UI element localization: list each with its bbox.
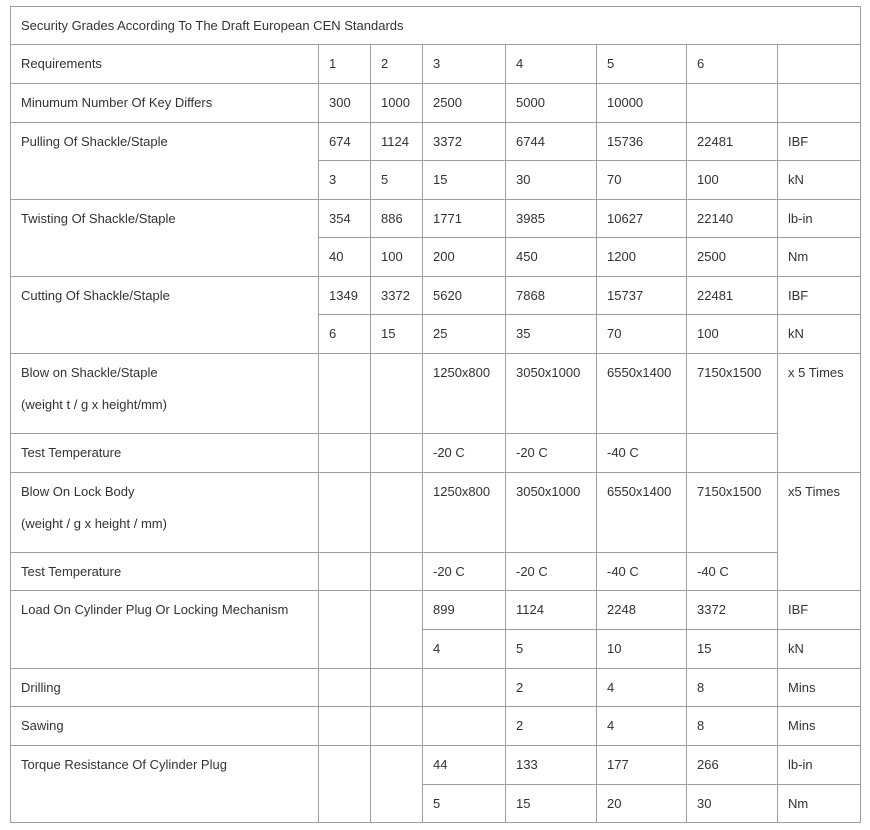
unit-cell: kN — [778, 630, 861, 669]
table-cell: 15737 — [597, 277, 687, 315]
row-label: Test Temperature — [11, 434, 319, 473]
unit-cell: IBF — [778, 591, 861, 630]
table-cell: 1250x800 — [423, 354, 506, 434]
table-cell: 10000 — [597, 84, 687, 123]
unit-cell: Nm — [778, 238, 861, 277]
table-cell: 15 — [506, 785, 597, 823]
table-row — [11, 123, 861, 161]
table-cell: 100 — [371, 238, 423, 277]
table-cell: 133 — [506, 746, 597, 785]
table-cell: 8 — [687, 707, 778, 746]
table-cell: 70 — [597, 161, 687, 200]
table-cell — [371, 553, 423, 591]
table-cell: 200 — [423, 238, 506, 277]
header-row — [11, 45, 861, 84]
table-cell: 886 — [371, 200, 423, 238]
table-cell: 3050x1000 — [506, 473, 597, 553]
table-cell: -40 C — [597, 553, 687, 591]
table-cell: 10627 — [597, 200, 687, 238]
unit-cell: Nm — [778, 785, 861, 823]
table-cell: -40 C — [687, 553, 778, 591]
unit-cell: x5 Times — [778, 473, 861, 591]
table-cell — [319, 473, 371, 553]
unit-header — [778, 45, 861, 84]
row-label: Sawing — [11, 707, 319, 746]
table-row — [11, 84, 861, 123]
table-cell: -40 C — [597, 434, 687, 473]
table-cell: 3372 — [423, 123, 506, 161]
label-main: Blow on Shackle/Staple — [21, 365, 158, 380]
table-cell: 5620 — [423, 277, 506, 315]
table-row — [11, 669, 861, 707]
table-cell: 100 — [687, 161, 778, 200]
table-cell: 35 — [506, 315, 597, 354]
table-cell: 6550x1400 — [597, 354, 687, 434]
table-row — [11, 746, 861, 785]
table-cell — [319, 746, 371, 823]
row-label: Torque Resistance Of Cylinder Plug — [11, 746, 319, 823]
table-cell — [423, 707, 506, 746]
table-cell: 354 — [319, 200, 371, 238]
table-cell — [371, 473, 423, 553]
table-cell: 4 — [423, 630, 506, 669]
table-cell: 1124 — [371, 123, 423, 161]
security-grades-table — [10, 6, 861, 823]
table-cell: 20 — [597, 785, 687, 823]
table-cell — [371, 707, 423, 746]
table-cell — [371, 669, 423, 707]
table-cell: 22481 — [687, 123, 778, 161]
table-cell: 6744 — [506, 123, 597, 161]
table-row — [11, 473, 861, 553]
table-cell: 15 — [423, 161, 506, 200]
table-row — [11, 277, 861, 315]
table-cell: 7150x1500 — [687, 354, 778, 434]
table-cell: 25 — [423, 315, 506, 354]
table-cell: 3050x1000 — [506, 354, 597, 434]
table-cell: 15736 — [597, 123, 687, 161]
table-cell — [371, 746, 423, 823]
grade-header: 6 — [687, 45, 778, 84]
table-cell — [371, 434, 423, 473]
table-row — [11, 591, 861, 630]
table-cell: 5000 — [506, 84, 597, 123]
table-cell: 6550x1400 — [597, 473, 687, 553]
table-cell — [319, 591, 371, 669]
table-row — [11, 553, 861, 591]
table-cell — [687, 84, 778, 123]
table-cell: 3372 — [687, 591, 778, 630]
table-cell: 3 — [319, 161, 371, 200]
table-cell: 15 — [371, 315, 423, 354]
unit-cell: IBF — [778, 277, 861, 315]
table-cell — [687, 434, 778, 473]
table-cell: 2 — [506, 669, 597, 707]
table-cell: 70 — [597, 315, 687, 354]
table-cell: 7868 — [506, 277, 597, 315]
grade-header: 4 — [506, 45, 597, 84]
table-cell: 30 — [506, 161, 597, 200]
unit-cell: x 5 Times — [778, 354, 861, 473]
requirements-header: Requirements — [11, 45, 319, 84]
table-cell: 8 — [687, 669, 778, 707]
row-label: Minumum Number Of Key Differs — [11, 84, 319, 123]
table-cell: 40 — [319, 238, 371, 277]
table-cell: -20 C — [506, 434, 597, 473]
table-cell: 1771 — [423, 200, 506, 238]
table-cell: 10 — [597, 630, 687, 669]
table-cell: 5 — [423, 785, 506, 823]
table-cell: 4 — [597, 669, 687, 707]
table-cell: -20 C — [506, 553, 597, 591]
table-cell: 5 — [371, 161, 423, 200]
row-label: Drilling — [11, 669, 319, 707]
table-cell: 2500 — [423, 84, 506, 123]
table-cell: 22481 — [687, 277, 778, 315]
table-cell: 3372 — [371, 277, 423, 315]
table-cell — [371, 591, 423, 669]
table-cell: 1250x800 — [423, 473, 506, 553]
table-cell: 266 — [687, 746, 778, 785]
table-cell: 22140 — [687, 200, 778, 238]
table-row — [11, 200, 861, 238]
table-cell: 2500 — [687, 238, 778, 277]
row-label — [11, 473, 319, 553]
table-cell: 1124 — [506, 591, 597, 630]
unit-cell: kN — [778, 315, 861, 354]
title-row — [11, 7, 861, 45]
table-cell: 899 — [423, 591, 506, 630]
table-cell — [319, 434, 371, 473]
row-label: Cutting Of Shackle/Staple — [11, 277, 319, 354]
table-cell — [319, 553, 371, 591]
table-cell: 7150x1500 — [687, 473, 778, 553]
row-label: Pulling Of Shackle/Staple — [11, 123, 319, 200]
table-cell: 3985 — [506, 200, 597, 238]
label-sub: (weight / g x height / mm) — [21, 516, 167, 531]
table-cell: 15 — [687, 630, 778, 669]
unit-cell: kN — [778, 161, 861, 200]
unit-cell: lb-in — [778, 746, 861, 785]
table-cell: 450 — [506, 238, 597, 277]
row-label — [11, 354, 319, 434]
grade-header: 5 — [597, 45, 687, 84]
grade-header: 3 — [423, 45, 506, 84]
table-cell: -20 C — [423, 434, 506, 473]
table-cell: 5 — [506, 630, 597, 669]
table-cell — [319, 354, 371, 434]
table-cell: 2 — [506, 707, 597, 746]
table-cell: 4 — [597, 707, 687, 746]
table-cell — [371, 354, 423, 434]
table-cell: -20 C — [423, 553, 506, 591]
table-cell — [319, 669, 371, 707]
grade-header: 1 — [319, 45, 371, 84]
table-cell — [319, 707, 371, 746]
unit-cell: IBF — [778, 123, 861, 161]
table-row — [11, 707, 861, 746]
table-cell: 6 — [319, 315, 371, 354]
unit-cell: Mins — [778, 707, 861, 746]
row-label: Test Temperature — [11, 553, 319, 591]
table-cell — [778, 84, 861, 123]
table-row — [11, 354, 861, 434]
unit-cell: lb-in — [778, 200, 861, 238]
grade-header: 2 — [371, 45, 423, 84]
row-label: Twisting Of Shackle/Staple — [11, 200, 319, 277]
table-cell: 2248 — [597, 591, 687, 630]
table-cell: 177 — [597, 746, 687, 785]
table-cell: 30 — [687, 785, 778, 823]
row-label: Load On Cylinder Plug Or Locking Mechanism — [11, 591, 319, 669]
table-cell: 44 — [423, 746, 506, 785]
table-cell — [423, 669, 506, 707]
table-cell: 1200 — [597, 238, 687, 277]
table-cell: 674 — [319, 123, 371, 161]
table-title: Security Grades According To The Draft European CEN Standards — [11, 7, 861, 45]
unit-cell: Mins — [778, 669, 861, 707]
table-cell: 1000 — [371, 84, 423, 123]
label-main: Blow On Lock Body — [21, 484, 135, 499]
table-cell: 100 — [687, 315, 778, 354]
table-row — [11, 434, 861, 473]
table-cell: 300 — [319, 84, 371, 123]
table-cell: 1349 — [319, 277, 371, 315]
label-sub: (weight t / g x height/mm) — [21, 397, 167, 412]
